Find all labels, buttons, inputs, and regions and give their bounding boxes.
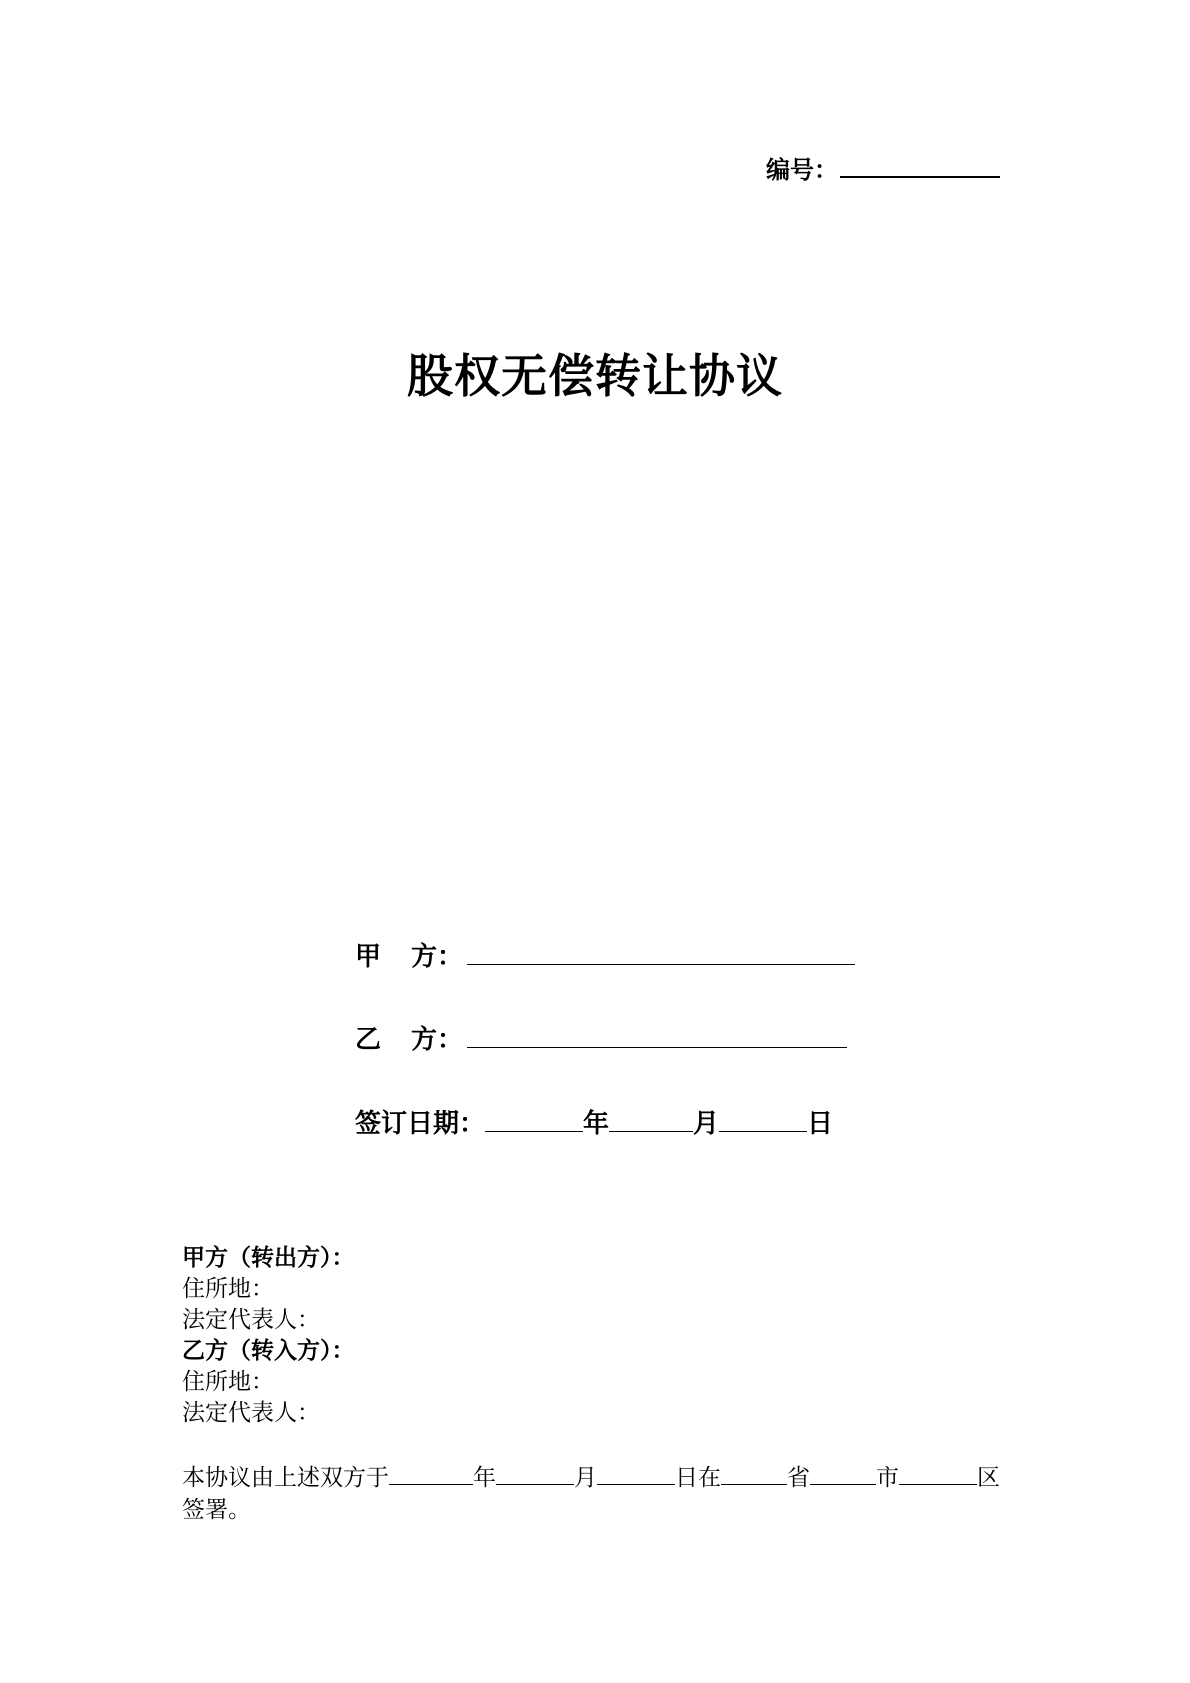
agreement-city-blank[interactable] [810,1464,876,1485]
party-a-representative: 法定代表人： [182,1307,320,1333]
document-title: 股权无偿转让协议 [407,349,783,403]
cover-party-a-blank[interactable] [467,942,855,965]
signing-day-label: 日 [807,1109,834,1139]
cover-party-b-label-1: 乙 [355,1025,382,1055]
signing-year-label: 年 [583,1109,610,1139]
party-b-representative: 法定代表人： [182,1400,320,1426]
agreement-day-at-label: 日在 [675,1465,721,1491]
cover-party-a-label-2: 方： [411,942,464,972]
cover-party-b-field [355,1019,847,1056]
cover-party-a-label-1: 甲 [355,942,382,972]
cover-party-b-blank[interactable] [467,1025,847,1048]
agreement-city-label: 市 [876,1465,899,1491]
signing-year-blank[interactable] [485,1109,583,1132]
signing-month-blank[interactable] [609,1109,693,1132]
agreement-district-blank[interactable] [899,1464,977,1485]
serial-number-blank[interactable] [840,156,1000,178]
party-b-heading: 乙方（转入方）： [182,1338,355,1364]
party-a-address: 住所地： [182,1276,274,1302]
agreement-prefix: 本协议由上述双方于 [182,1465,389,1491]
signing-day-blank[interactable] [719,1109,807,1132]
signing-date-label: 签订日期： [355,1109,486,1139]
signing-date-field [355,1103,833,1140]
cover-party-b-label-2: 方： [411,1025,464,1055]
agreement-paragraph [182,1462,1022,1526]
serial-number-label: 编号： [766,156,838,184]
agreement-district-label: 区 [977,1465,1000,1491]
party-a-heading: 甲方（转出方）： [182,1245,355,1271]
agreement-month-blank[interactable] [496,1464,574,1485]
agreement-year-label: 年 [473,1465,496,1491]
agreement-day-blank[interactable] [597,1464,675,1485]
agreement-suffix: 签署。 [182,1497,251,1523]
agreement-province-blank[interactable] [721,1464,787,1485]
cover-party-a-field [355,936,855,973]
parties-block [182,1243,355,1429]
agreement-province-label: 省 [787,1465,810,1491]
agreement-year-blank[interactable] [389,1464,473,1485]
signing-month-label: 月 [693,1109,720,1139]
serial-number-field [766,150,1000,185]
party-b-address: 住所地： [182,1369,274,1395]
agreement-month-label: 月 [574,1465,597,1491]
